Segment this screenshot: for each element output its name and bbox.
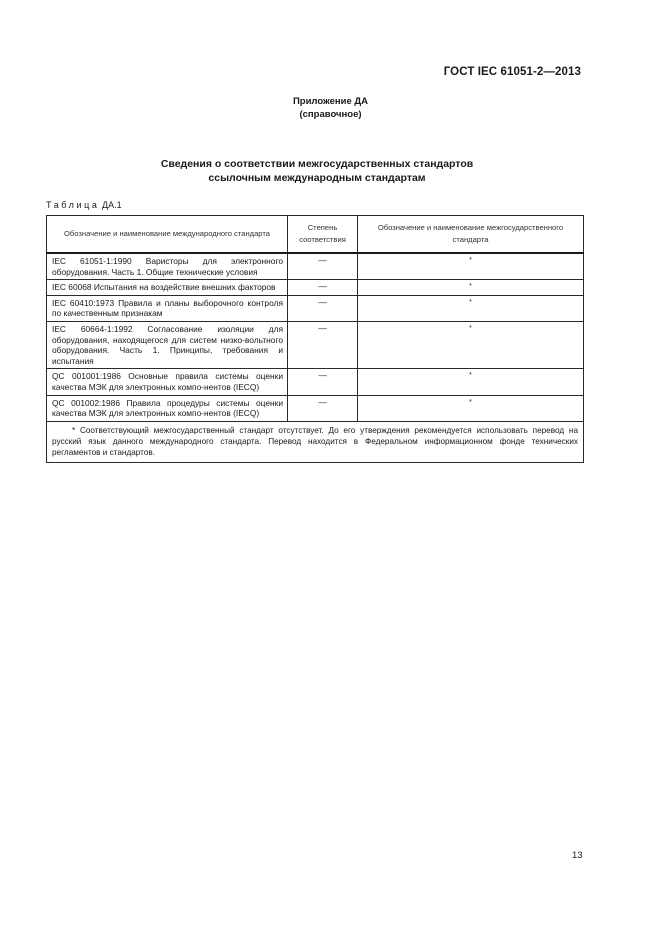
annex-subtitle: (справочное) xyxy=(299,109,362,120)
interstate-cell: * xyxy=(358,321,584,368)
table-row xyxy=(47,395,584,421)
table-row xyxy=(47,369,584,395)
table-footnote xyxy=(47,421,584,462)
annex-title: Приложение ДА xyxy=(292,96,369,107)
interstate-cell: * xyxy=(358,253,584,280)
interstate-cell: * xyxy=(358,395,584,421)
standard-name-cell: IEC 60664-1:1992 Согласование изоляции для оборудования, находящегося для систем низко-вольтного оборудования. Часть 1. Принципы, требования и испытания xyxy=(47,321,288,368)
column-header-international: Обозначение и наименование международного стандарта xyxy=(47,216,288,254)
standard-name-cell: QC 001002:1986 Правила процедуры системы оценки качества МЭК для электронных компо-нентов (IECQ) xyxy=(47,395,288,421)
degree-cell: — xyxy=(288,253,358,280)
table-header-row xyxy=(47,216,584,254)
correspondence-table xyxy=(46,215,584,463)
footnote-text: * Соответствующий межгосударственный стандарт отсутствует. До его утверждения рекомендуется использовать перевод на русский язык данного международного стандарта. Перевод находится в Федеральном информационном фонде технических регламентов и стандартов. xyxy=(52,425,578,457)
standard-name-cell: QC 001001:1986 Основные правила системы оценки качества МЭК для электронных компо-нентов (IECQ) xyxy=(47,369,288,395)
section-heading xyxy=(0,157,634,185)
standard-code: ГОСТ IEC 61051-2—2013 xyxy=(443,66,581,78)
degree-cell: — xyxy=(288,395,358,421)
standard-name-cell: IEC 60068 Испытания на воздействие внешних факторов xyxy=(47,280,288,296)
degree-cell: — xyxy=(288,369,358,395)
interstate-cell: * xyxy=(358,295,584,321)
column-header-degree: Степень соответствия xyxy=(288,216,358,254)
table-caption xyxy=(46,200,122,210)
standard-name-cell: IEC 60410:1973 Правила и планы выборочного контроля по качественным признакам xyxy=(47,295,288,321)
table-caption-number: ДА.1 xyxy=(99,200,122,210)
interstate-cell: * xyxy=(358,280,584,296)
table-row xyxy=(47,295,584,321)
table-row xyxy=(47,253,584,280)
column-header-interstate: Обозначение и наименование межгосударственного стандарта xyxy=(358,216,584,254)
heading-line-1: Сведения о соответствии межгосударственных стандартов xyxy=(160,158,474,170)
table-row xyxy=(47,321,584,368)
heading-line-2: ссылочным международным стандартам xyxy=(208,172,426,184)
standard-name-cell: IEC 61051-1:1990 Варисторы для электронного оборудования. Часть 1. Общие технические условия xyxy=(47,253,288,280)
degree-cell: — xyxy=(288,295,358,321)
degree-cell: — xyxy=(288,321,358,368)
table-row xyxy=(47,280,584,296)
table-footnote-row xyxy=(47,421,584,462)
table-caption-word: Таблица xyxy=(46,200,100,210)
annex-block xyxy=(0,95,661,121)
interstate-cell: * xyxy=(358,369,584,395)
page-number: 13 xyxy=(572,850,583,861)
degree-cell: — xyxy=(288,280,358,296)
